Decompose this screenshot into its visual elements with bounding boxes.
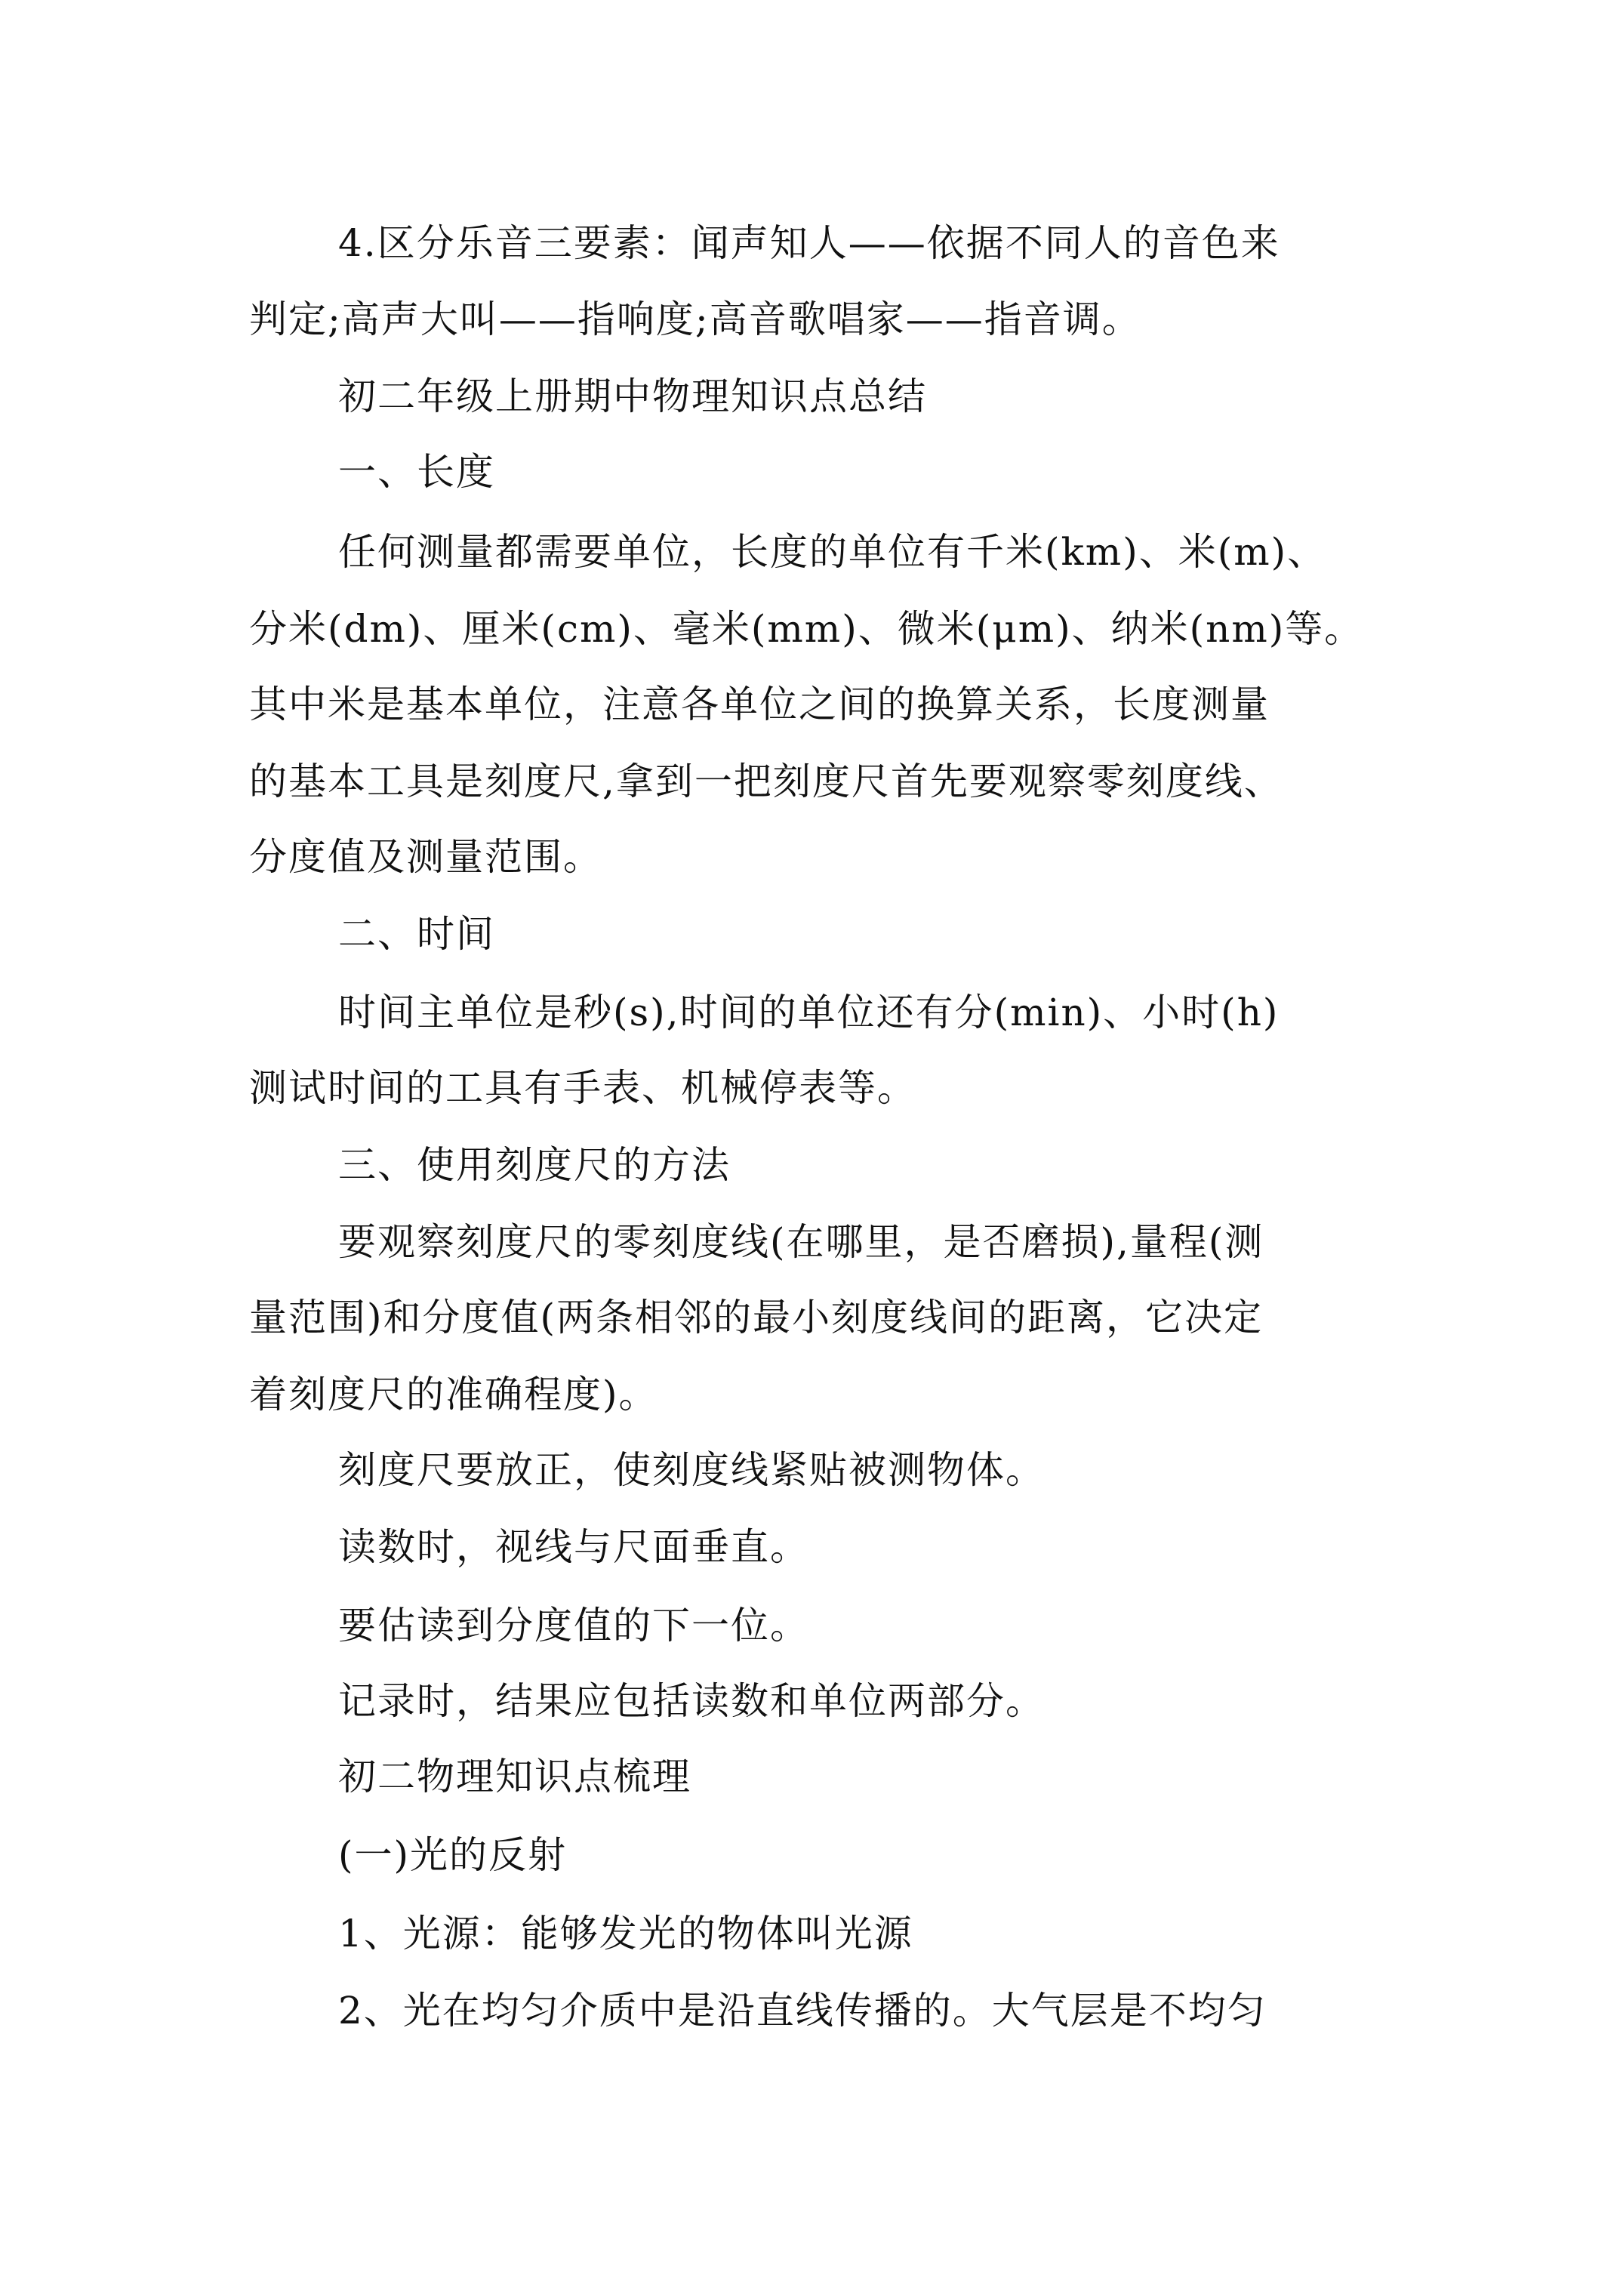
text-line: 分度值及测量范围。 bbox=[249, 835, 602, 879]
text-line: 4.区分乐音三要素：闻声知人——依据不同人的音色来 bbox=[338, 221, 1280, 265]
text-line: 记录时，结果应包括读数和单位两部分。 bbox=[338, 1679, 1045, 1723]
section-heading: (一)光的反射 bbox=[338, 1833, 568, 1877]
text-line: 要估读到分度值的下一位。 bbox=[338, 1604, 809, 1647]
text-line: 测试时间的工具有手表、机械停表等。 bbox=[249, 1066, 916, 1110]
section-heading: 初二物理知识点梳理 bbox=[338, 1755, 691, 1798]
text-line: 2、光在均匀介质中是沿直线传播的。大气层是不均匀 bbox=[338, 1989, 1267, 2032]
text-line: 着刻度尺的准确程度)。 bbox=[249, 1373, 658, 1416]
text-line: 时间主单位是秒(s),时间的单位还有分(min)、小时(h) bbox=[338, 991, 1280, 1034]
section-heading: 二、时间 bbox=[338, 912, 495, 956]
section-heading: 一、长度 bbox=[338, 450, 495, 494]
text-line: 其中米是基本单位，注意各单位之间的换算关系，长度测量 bbox=[249, 683, 1270, 726]
text-line: 要观察刻度尺的零刻度线(在哪里，是否磨损),量程(测 bbox=[338, 1220, 1264, 1264]
text-line: 刻度尺要放正，使刻度线紧贴被测物体。 bbox=[338, 1448, 1045, 1492]
section-heading: 三、使用刻度尺的方法 bbox=[338, 1143, 731, 1187]
section-heading: 初二年级上册期中物理知识点总结 bbox=[338, 374, 927, 418]
text-line: 判定;高声大叫——指响度;高音歌唱家——指音调。 bbox=[249, 297, 1141, 341]
text-line: 读数时，视线与尺面垂直。 bbox=[338, 1525, 809, 1569]
text-line: 任何测量都需要单位，长度的单位有千米(km)、米(m)、 bbox=[338, 530, 1327, 574]
text-line: 的基本工具是刻度尺,拿到一把刻度尺首先要观察零刻度线、 bbox=[249, 760, 1283, 803]
text-line: 1、光源：能够发光的物体叫光源 bbox=[338, 1912, 913, 1955]
text-line: 分米(dm)、厘米(cm)、毫米(mm)、微米(μm)、纳米(nm)等。 bbox=[249, 607, 1364, 651]
text-line: 量范围)和分度值(两条相邻的最小刻度线间的距离，它决定 bbox=[249, 1296, 1264, 1339]
